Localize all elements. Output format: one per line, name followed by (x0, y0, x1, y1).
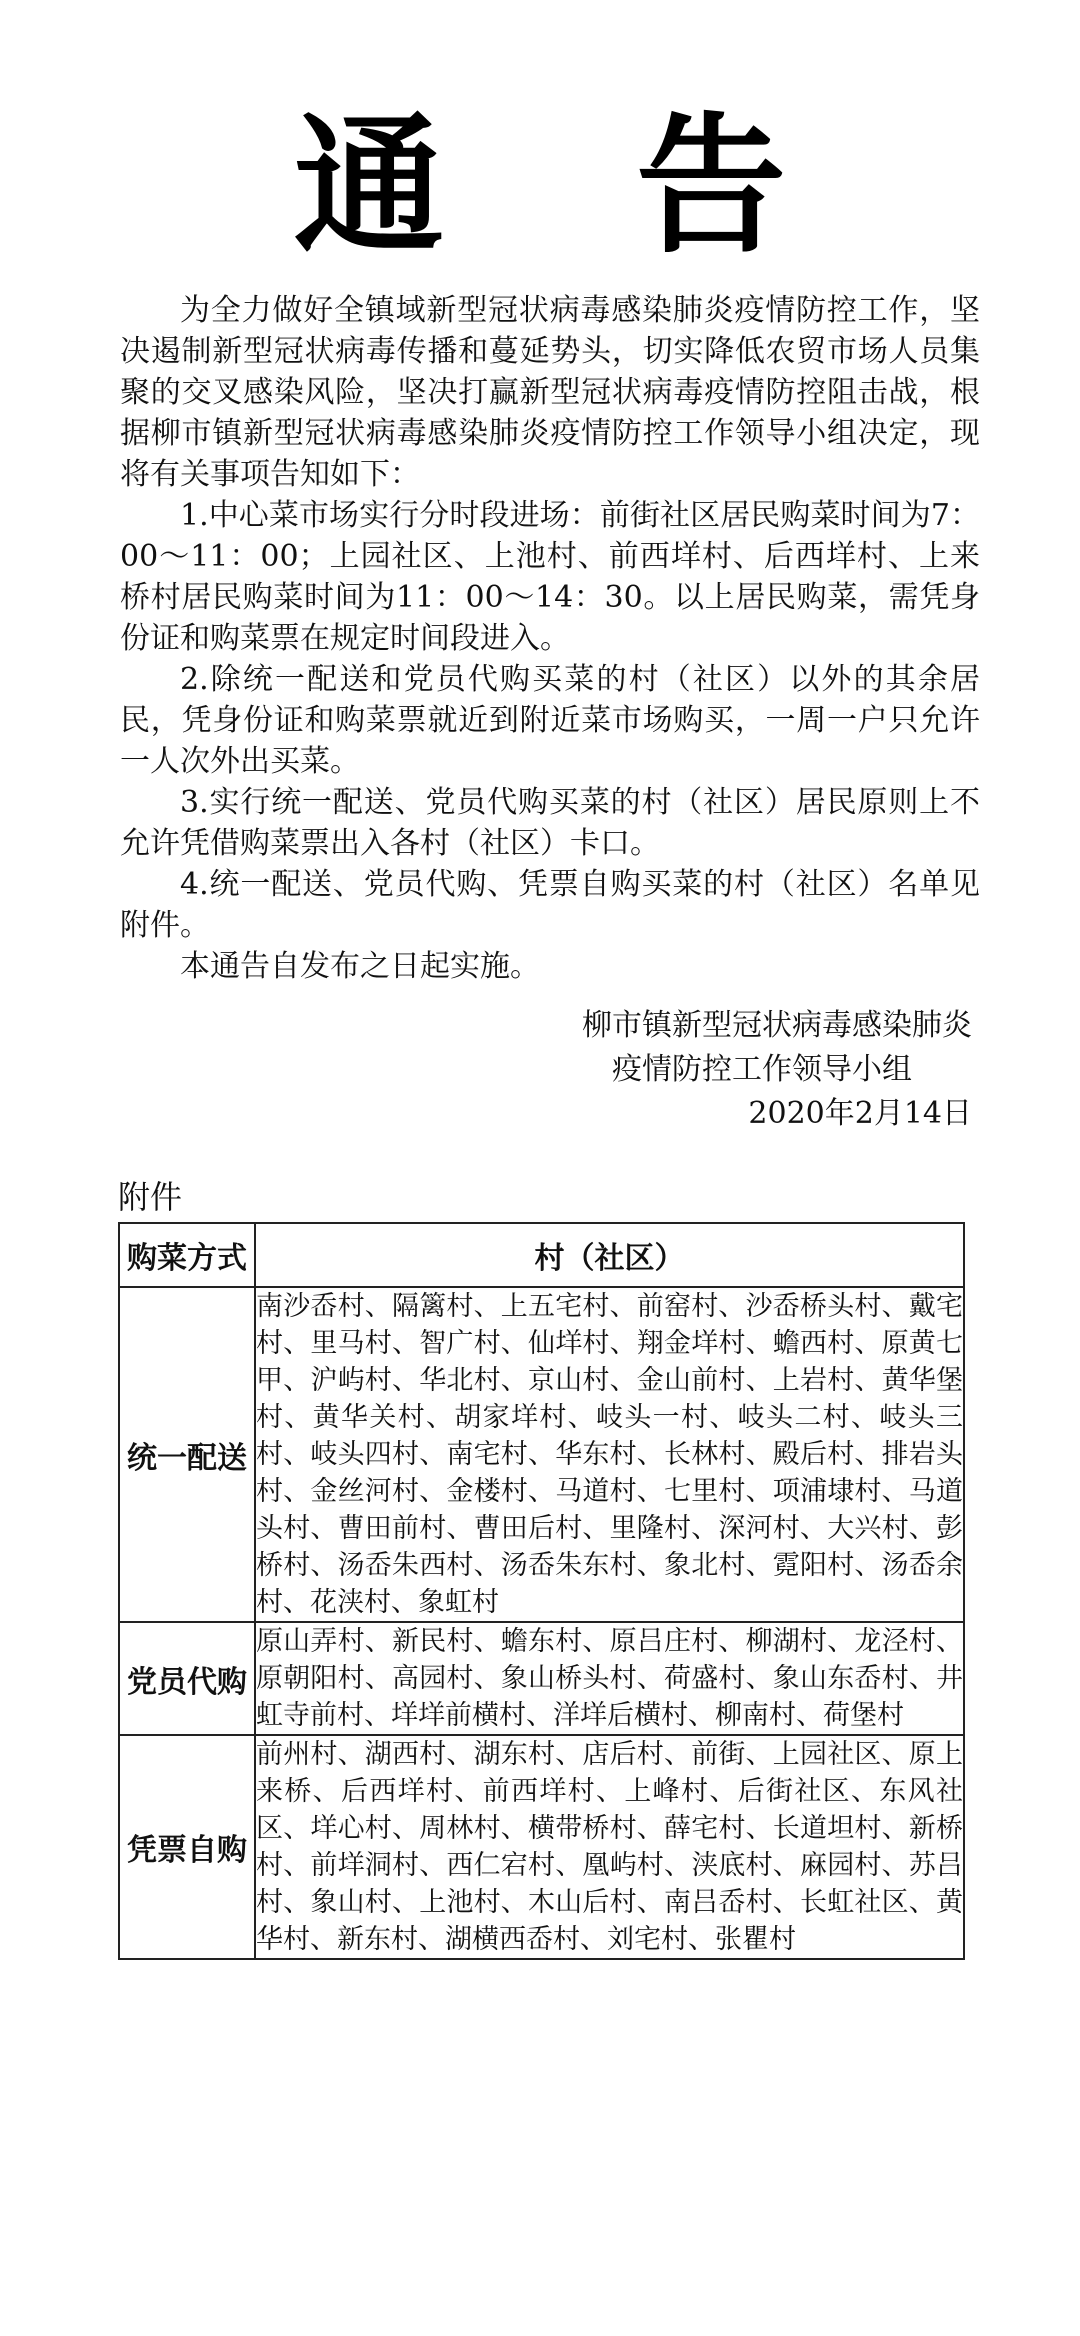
villages-cell: 南沙岙村、隔篱村、上五宅村、前窑村、沙岙桥头村、戴宅村、里马村、智广村、仙垟村、翔金垟村、蟾西村、原黄七甲、沪屿村、华北村、京山村、金山前村、上岩村、黄华堡村、黄华关村、胡家垟村、岐头一村、岐头二村、岐头三村、岐头四村、南宅村、华东村、长林村、殿后村、排岩头村、金丝河村、金楼村、马道村、七里村、项浦埭村、马道头村、曹田前村、曹田后村、里隆村、深河村、大兴村、彭桥村、汤岙朱西村、汤岙朱东村、象北村、霓阳村、汤岙余村、花浃村、象虹村 (255, 1287, 964, 1622)
item-3-paragraph: 3.实行统一配送、党员代购买菜的村（社区）居民原则上不允许凭借购菜票出入各村（社区）卡口。 (120, 785, 980, 861)
effective-paragraph: 本通告自发布之日起实施。 (180, 949, 540, 984)
signature-org-line2: 疫情防控工作领导小组 (612, 1052, 912, 1087)
villages-cell: 前州村、湖西村、湖东村、店后村、前街、上园社区、原上来桥、后西垟村、前西垟村、上峰村、后街社区、东风社区、垟心村、周林村、横带桥村、薛宅村、长道坦村、新桥村、前垟洞村、西仁宕村、凰屿村、浃底村、麻园村、苏吕村、象山村、上池村、木山后村、南吕岙村、长虹社区、黄华村、新东村、湖横西岙村、刘宅村、张瞿村 (255, 1735, 964, 1959)
signature-date: 2020年2月14日 (748, 1096, 972, 1131)
item-4-paragraph: 4.统一配送、党员代购、凭票自购买菜的村（社区）名单见附件。 (120, 867, 980, 943)
notice-body (120, 290, 980, 987)
header-method: 购菜方式 (119, 1223, 255, 1287)
annex-table (118, 1222, 965, 1960)
table-row (119, 1735, 964, 1959)
table-row (119, 1287, 964, 1622)
header-villages: 村（社区） (255, 1223, 964, 1287)
annex-label: 附件 (118, 1178, 183, 1216)
signature-block (582, 1004, 972, 1136)
item-2-paragraph: 2.除统一配送和党员代购买菜的村（社区）以外的其余居民，凭身份证和购菜票就近到附近菜市场购买，一周一户只允许一人次外出买菜。 (120, 662, 980, 779)
villages-cell: 原山弄村、新民村、蟾东村、原吕庄村、柳湖村、龙泾村、原朝阳村、高园村、象山桥头村、荷盛村、象山东岙村、井虹寺前村、垟垟前横村、洋垟后横村、柳南村、荷堡村 (255, 1622, 964, 1735)
method-cell: 凭票自购 (119, 1735, 255, 1959)
signature-org-line1: 柳市镇新型冠状病毒感染肺炎 (582, 1008, 972, 1043)
method-cell: 党员代购 (119, 1622, 255, 1735)
table-header-row (119, 1223, 964, 1287)
method-cell: 统一配送 (119, 1287, 255, 1622)
table-row (119, 1622, 964, 1735)
intro-paragraph: 为全力做好全镇域新型冠状病毒感染肺炎疫情防控工作，坚决遏制新型冠状病毒传播和蔓延势头，切实降低农贸市场人员集聚的交叉感染风险，坚决打赢新型冠状病毒疫情防控阻击战，根据柳市镇新型冠状病毒感染肺炎疫情防控工作领导小组决定，现将有关事项告知如下： (120, 293, 980, 492)
notice-title: 通 告 (293, 100, 857, 274)
item-1-paragraph: 1.中心菜市场实行分时段进场：前街社区居民购菜时间为7：00～11：00；上园社区、上池村、前西垟村、后西垟村、上来桥村居民购菜时间为11：00～14：30。以上居民购菜，需凭身份证和购菜票在规定时间段进入。 (120, 498, 980, 656)
